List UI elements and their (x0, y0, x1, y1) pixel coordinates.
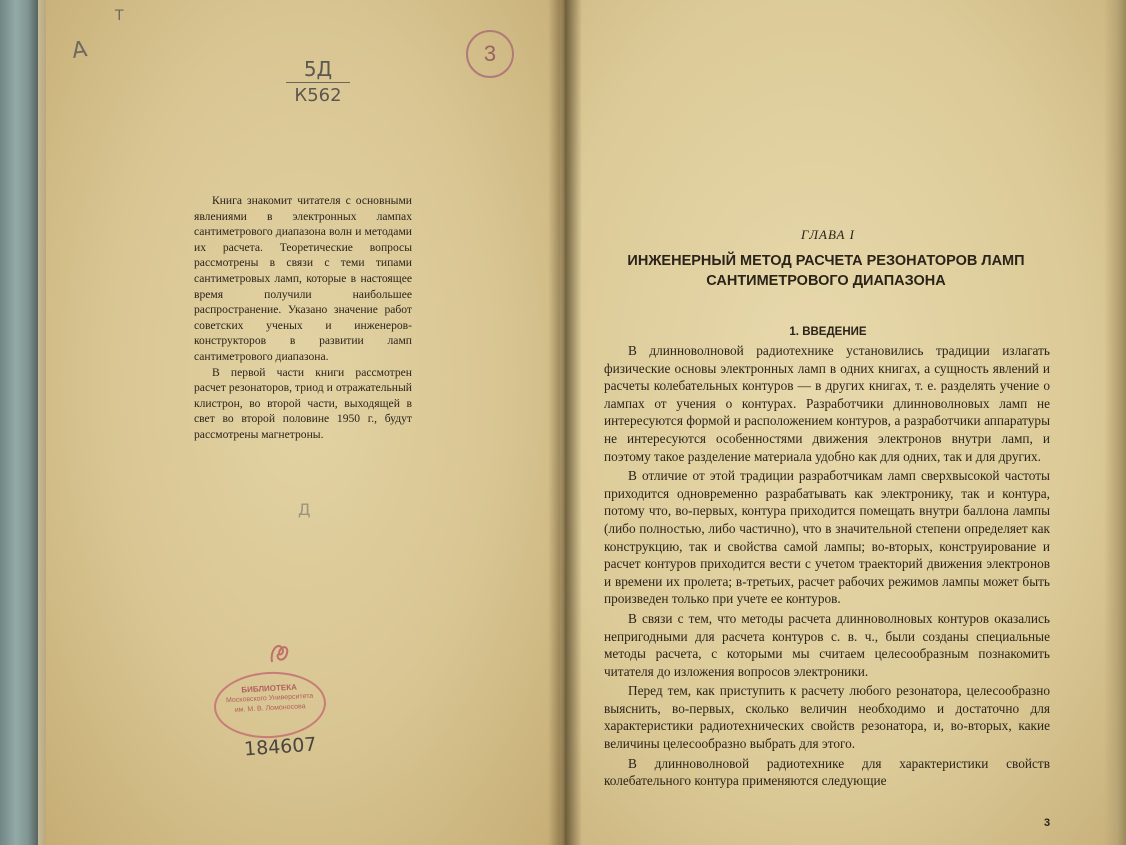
book-gutter (548, 0, 582, 845)
body-paragraph: В связи с тем, что методы расчета длинноволновых контуров оказались непригодными для расчета контуров с. в. ч., были созданы специальные методы расчета, с которыми мы считаем целесообразным познакомить читателя до изложения вопросов электроники. (604, 610, 1050, 679)
annotation-paragraph: В первой части книги рассмотрен расчет резонаторов, триод и отражательный клистрон, во второй части, выходящей в свет во второй половине 1950 г., будут рассмотрены магнетроны. (194, 365, 412, 441)
shelfmark-top: 5Д (303, 57, 333, 81)
chapter-title-line: ИНЖЕНЕРНЫЙ МЕТОД РАСЧЕТА РЕЗОНАТОРОВ ЛАМП (627, 253, 1025, 269)
library-stamp-line1: БИБЛИОТЕКА (241, 682, 298, 695)
annotation-paragraph: Книга знакомит читателя с основными явлениями в электронных лампах сантиметрового диапазона волн и методами их расчета. Теоретические вопросы рассмотрены в связи с теми типами сантиметровых ламп, которые в настоящее время получили наибольшее распространение. Указано значение работ советских ученых и инженеров-конструкторов в развитии ламп сантиметрового диапазона. (194, 194, 412, 363)
chapter-label: ГЛАВА I (801, 227, 855, 242)
section-title: 1. ВВЕДЕНИЕ (789, 326, 867, 338)
pencil-mark-a: А (70, 37, 89, 64)
faint-pencil-mark: Д (298, 500, 311, 519)
right-page-edge (1104, 0, 1126, 845)
pencil-mark-t: Т (115, 8, 124, 24)
library-stamp-line2: Московского Университета (225, 692, 314, 705)
body-paragraph: Перед тем, как приступить к расчету любого резонатора, целесообразно выяснить, во-первых, сколько величин необходимо и достаточно для характеристики радиотехнических свойств резонатора, и, во-вторых, какие величины целесообразно выбрать для этого. (604, 683, 1050, 752)
signature-scribble-icon (266, 640, 294, 668)
body-paragraph: В длинноволновой радиотехнике установились традиции излагать физические основы электронных ламп в одних книгах, а сущность явлений и расчеты колебательных контуров — в других книгах, т. е. разделять учение о лампах от учения о контурах. Разработчики длинноволновых ламп не интересуются формой и расположением контуров, а разработчики аппаратуры не интересуются особенностями движения электронов внутри ламп, и поэтому такое разделение материала удобно как для одних, так и для других. (604, 343, 1050, 464)
page-number: 3 (1044, 817, 1051, 829)
book-annotation (194, 193, 412, 443)
chapter-title (598, 251, 1054, 291)
page-number-stamp: 3 (466, 30, 514, 78)
library-stamp-line3: им. М. В. Ломоносова (234, 703, 306, 714)
body-paragraph: В отличие от этой традиции разработчикам ламп сверхвысокой частоты приходится одновременно разрабатывать как электронику, так и контура, потому что, во-первых, контура приходится помещать внутри баллона лампы (либо полностью, либо частично), что в значительной степени определяет как конструкцию, так и свойства самой лампы; во-вторых, конструирование и расчет контуров приходится вести с учетом траекторий движения электронов и времени их пролета; в-третьих, расчет рабочих режимов лампы может быть произведен только при учете ее контуров. (604, 468, 1050, 607)
book-spine (0, 0, 40, 845)
chapter-title-line: САНТИМЕТРОВОГО ДИАПАЗОНА (706, 273, 946, 289)
inventory-number: 184607 (243, 733, 318, 761)
body-paragraph: В длинноволновой радиотехнике для характеристики свойств колебательного контура применяются следующие (604, 755, 1050, 789)
shelfmark-divider (286, 82, 350, 83)
shelfmark (286, 58, 350, 107)
shelfmark-bottom: К562 (294, 85, 342, 106)
body-text (604, 342, 1050, 792)
